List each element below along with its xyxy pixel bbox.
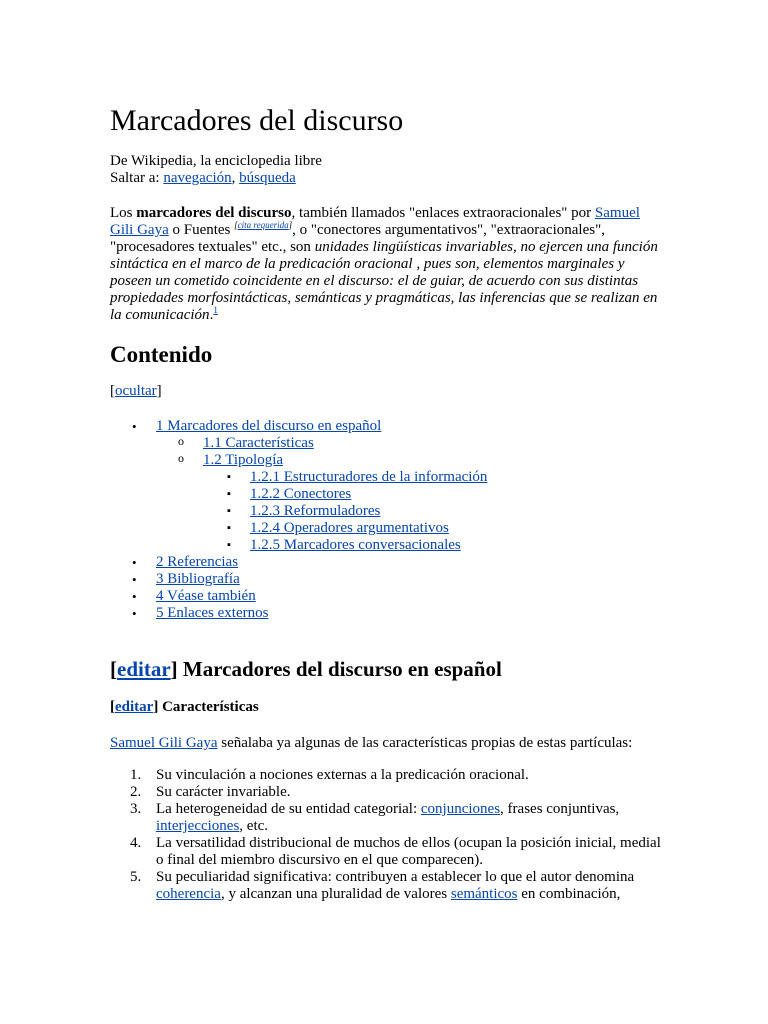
- characteristics-list: [110, 767, 670, 903]
- table-of-contents: [110, 418, 487, 622]
- toc-link-1-2-5[interactable]: 1.2.5 Marcadores conversacionales: [250, 537, 461, 553]
- intro-text: .: [209, 307, 214, 323]
- item-number: 2.: [130, 784, 142, 800]
- section-title: Marcadores del discurso en español: [177, 657, 502, 681]
- edit-bracket: ]: [153, 699, 159, 715]
- toc-link-1-1[interactable]: 1.1 Características: [203, 435, 314, 451]
- section-heading-marcadores: [110, 656, 502, 682]
- list-item: [110, 835, 670, 869]
- toc-link-1-2-3[interactable]: 1.2.3 Reformuladores: [250, 503, 381, 519]
- cite-bracket: [: [234, 220, 238, 230]
- list-item: [110, 767, 670, 784]
- toc-link-1-2-2[interactable]: 1.2.2 Conectores: [250, 486, 352, 502]
- toc-bracket: [: [110, 383, 115, 399]
- coherencia-link[interactable]: coherencia: [156, 886, 221, 902]
- toc-link-3[interactable]: 3 Bibliografía: [156, 571, 240, 587]
- item-text: Su carácter invariable.: [156, 784, 291, 800]
- list-item: [110, 869, 670, 903]
- toc-sublist: [156, 435, 487, 554]
- toc-subsublist: [203, 469, 487, 554]
- intro-paragraph: [110, 205, 666, 324]
- toc-item: [110, 588, 487, 605]
- jump-navigation-link[interactable]: navegación: [163, 170, 232, 186]
- jump-prefix: Saltar a:: [110, 170, 164, 186]
- citation-needed-link[interactable]: cita requerida: [237, 220, 289, 230]
- subtitle: De Wikipedia, la enciclopedia libre: [110, 153, 322, 169]
- subsection-heading-caracteristicas: [110, 699, 259, 716]
- semanticos-link[interactable]: semánticos: [450, 886, 518, 902]
- interjecciones-link[interactable]: interjecciones: [156, 818, 240, 834]
- reference-1: [213, 305, 218, 315]
- toc-item: [203, 503, 487, 520]
- toc-bracket: ]: [156, 383, 162, 399]
- item-number: 3.: [130, 801, 142, 817]
- toc-link-4[interactable]: 4 Véase también: [156, 588, 256, 604]
- jump-separator: ,: [231, 170, 240, 186]
- intro-italic-definition: unidades lingüísticas invariables, no ejercen una función sintáctica en el marco de la predicación oracional , pues son, elementos marginales y poseen un cometido coincidente en el discurso: el de guiar, de acuerdo con sus distintas propiedades morfosintácticas, semánticas y pragmáticas, las inferencias que se realizan en la comunicación: [110, 239, 658, 323]
- toc-hide-link[interactable]: ocultar: [115, 383, 157, 399]
- toc-heading: Contenido: [110, 342, 213, 367]
- intro-text: Los: [110, 205, 137, 221]
- toc-item: [203, 469, 487, 486]
- cite-bracket: ]: [288, 220, 293, 230]
- item-number: 5.: [130, 869, 142, 885]
- toc-item: [110, 554, 487, 571]
- subtitle-block: [110, 153, 322, 187]
- page-title: Marcadores del discurso: [110, 104, 404, 137]
- edit-bracket: ]: [170, 657, 178, 681]
- toc-link-1-2-1[interactable]: 1.2.1 Estructuradores de la información: [250, 469, 488, 485]
- item-text: , etc.: [239, 818, 269, 834]
- intro-text: , también llamados "enlaces extraoracionales" por: [291, 205, 595, 221]
- toc-item: [203, 520, 487, 537]
- intro-bold-term: marcadores del discurso: [136, 205, 292, 221]
- edit-bracket: [: [110, 657, 117, 681]
- conjunciones-link[interactable]: conjunciones: [420, 801, 501, 817]
- toc-item: [156, 435, 487, 452]
- citation-needed: [234, 220, 292, 230]
- item-number: 1.: [130, 767, 142, 783]
- characteristics-intro: [110, 735, 632, 752]
- reference-1-link[interactable]: 1: [213, 305, 218, 315]
- list-item: [110, 801, 670, 835]
- intro-text: , o "conectores argumentativos", "extraoracionales", "procesadores textuales" etc., son: [110, 222, 605, 255]
- toc-item: [110, 571, 487, 588]
- toc-link-5[interactable]: 5 Enlaces externos: [156, 605, 269, 621]
- item-number: 4.: [130, 835, 142, 851]
- item-text: La versatilidad distribucional de muchos de ellos (ocupan la posición inicial, medial o final del miembro discursivo en el que comparecen).: [156, 835, 661, 868]
- item-text: La heterogeneidad de su entidad categorial:: [156, 801, 421, 817]
- toc-item: [110, 605, 487, 622]
- item-text: Su vinculación a nociones externas a la predicación oracional.: [156, 767, 529, 783]
- item-text: , frases conjuntivas,: [500, 801, 620, 817]
- jump-search-link[interactable]: búsqueda: [239, 170, 296, 186]
- characteristics-intro-text: señalaba ya algunas de las características propias de estas partículas:: [217, 735, 633, 751]
- toc-toggle: [110, 383, 162, 400]
- toc-link-1-2[interactable]: 1.2 Tipología: [203, 452, 284, 468]
- list-item: [110, 784, 670, 801]
- edit-bracket: [: [110, 699, 115, 715]
- toc-link-1-2-4[interactable]: 1.2.4 Operadores argumentativos: [250, 520, 449, 536]
- toc-item: [110, 418, 487, 554]
- item-text: en combinación,: [517, 886, 621, 902]
- toc-item: [203, 537, 487, 554]
- item-text: Su peculiaridad significativa: contribuyen a establecer lo que el autor denomina: [156, 869, 635, 885]
- toc-item: [203, 486, 487, 503]
- samuel-gili-gaya-link[interactable]: Samuel Gili Gaya: [110, 205, 640, 238]
- toc-item: [156, 452, 487, 554]
- item-text: , y alcanzan una pluralidad de valores: [220, 886, 451, 902]
- edit-section-link[interactable]: editar: [117, 657, 171, 681]
- intro-text: o Fuentes: [168, 222, 235, 238]
- subsection-title: Características: [158, 699, 259, 715]
- toc-link-2[interactable]: 2 Referencias: [156, 554, 239, 570]
- edit-subsection-link[interactable]: editar: [115, 699, 154, 715]
- samuel-gili-gaya-link-2[interactable]: Samuel Gili Gaya: [110, 735, 218, 751]
- toc-link-1[interactable]: 1 Marcadores del discurso en español: [156, 418, 382, 434]
